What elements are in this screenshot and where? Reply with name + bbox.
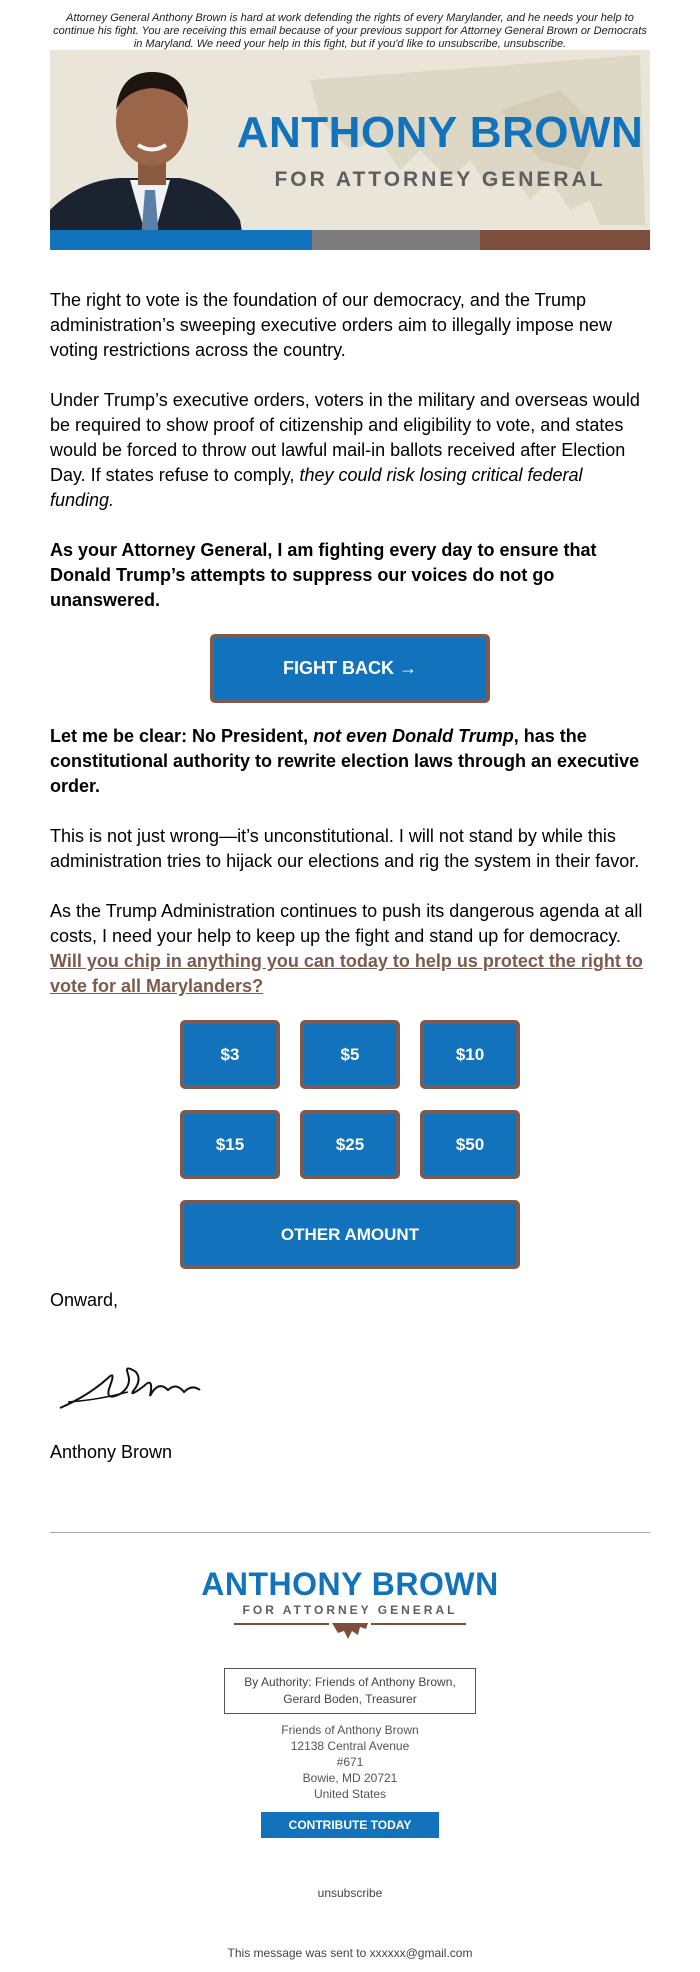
authority-line-1: By Authority: Friends of Anthony Brown, (244, 1675, 456, 1689)
donate-25-button[interactable]: $25 (300, 1110, 400, 1179)
banner-candidate-name: ANTHONY BROWN (236, 108, 644, 157)
paragraph-2 (50, 388, 650, 513)
authority-line-2: Gerard Boden, Treasurer (283, 1692, 417, 1706)
donate-5-button[interactable]: $5 (300, 1020, 400, 1089)
banner-subtitle: FOR ATTORNEY GENERAL (274, 168, 606, 191)
address-line-1: Friends of Anthony Brown (281, 1723, 419, 1737)
footer-address (50, 1722, 650, 1802)
footer-logo-map-icon (234, 1621, 466, 1641)
unsubscribe-link[interactable]: unsubscribe (317, 1886, 383, 1900)
paragraph-5: This is not just wrong—it’s unconstitutional. I will not stand by while this administration tries to hijack our elections and rig the system in their favor. (50, 826, 640, 871)
sent-to-email: xxxxxx@gmail.com (369, 1946, 473, 1960)
closing-onward: Onward, (50, 1290, 119, 1310)
footer-logo-subtitle: FOR ATTORNEY GENERAL (242, 1603, 458, 1617)
donate-10-button[interactable]: $10 (420, 1020, 520, 1089)
header-banner (50, 50, 650, 250)
paragraph-2-text: Under Trump’s executive orders, voters in the military and overseas would be required to show proof of citizenship and eligibility to vote, and states would be forced to throw out lawful mail-in ballots received after Election Day. If states refuse to comply, (50, 390, 640, 485)
banner-stripe-brown (480, 230, 650, 250)
paragraph-3: As your Attorney General, I am fighting every day to ensure that Donald Trump’s attempts to suppress our voices do not go unanswered. (50, 540, 597, 610)
contribute-today-button[interactable]: CONTRIBUTE TODAY (261, 1812, 439, 1838)
authority-box (224, 1668, 476, 1714)
closing-signature-name: Anthony Brown (50, 1442, 173, 1462)
address-line-2: 12138 Central Avenue (290, 1739, 410, 1753)
donate-other-amount-button[interactable]: OTHER AMOUNT (180, 1200, 520, 1269)
paragraph-1: The right to vote is the foundation of our democracy, and the Trump administration’s sweeping executive orders aim to illegally impose new voting restrictions across the country. (50, 290, 612, 360)
paragraph-4-emphasis: not even Donald Trump (313, 726, 514, 746)
sent-to-prefix: This message was sent to (227, 1946, 370, 1960)
paragraph-6-text: As the Trump Administration continues to push its dangerous agenda at all costs, I need your help to keep up the fight and stand up for democracy. (50, 901, 643, 946)
paragraph-2-emphasis: they could risk losing critical federal funding. (50, 465, 583, 510)
sent-to-line (50, 1946, 650, 1960)
paragraph-4-end: , has the constitutional authority to rewrite election laws through an executive order. (50, 726, 640, 796)
donate-50-button[interactable]: $50 (420, 1110, 520, 1179)
footer-logo-name: ANTHONY BROWN (201, 1566, 499, 1602)
banner-stripe-blue (50, 230, 312, 250)
paragraph-4-start: Let me be clear: No President, (50, 726, 314, 746)
email-container (50, 0, 650, 1972)
footer-divider (50, 1532, 650, 1533)
preheader-text: Attorney General Anthony Brown is hard at work defending the rights of every Marylander, and he needs your help to continue his fight. You are receiving this email because of your previous support for Attorney General Brown or Democrats in Maryland. We need your help in this fight, but if you'd like to unsubscribe, unsubscribe. (53, 12, 647, 50)
paragraph-4 (50, 724, 650, 799)
candidate-photo (50, 50, 250, 250)
address-line-5: United States (313, 1787, 387, 1801)
banner-stripe-gray (312, 230, 480, 250)
signature-image (58, 1356, 238, 1416)
donate-3-button[interactable]: $3 (180, 1020, 280, 1089)
address-line-4: Bowie, MD 20721 (302, 1771, 398, 1785)
chip-in-link[interactable]: Will you chip in anything you can today to help us protect the right to vote for all Marylanders? (50, 951, 643, 996)
paragraph-6 (50, 899, 650, 999)
address-line-3: #671 (336, 1755, 364, 1769)
footer-logo (50, 1566, 650, 1641)
fight-back-button[interactable]: FIGHT BACK → (210, 634, 490, 703)
donate-15-button[interactable]: $15 (180, 1110, 280, 1179)
